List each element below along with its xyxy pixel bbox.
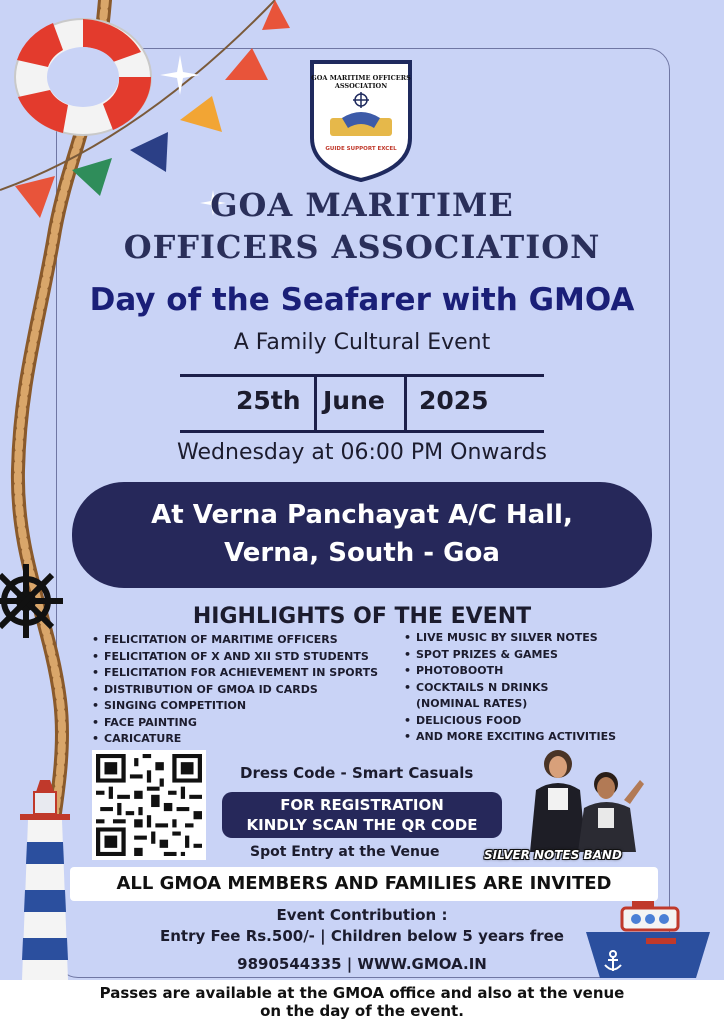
qr-code-icon[interactable] xyxy=(92,750,206,860)
contact-info: 9890544335 | WWW.GMOA.IN xyxy=(237,955,487,973)
footer-line2: on the day of the event. xyxy=(260,1002,464,1020)
event-subtitle: A Family Cultural Event xyxy=(233,330,491,355)
registration-box xyxy=(222,792,502,838)
list-item: • FELICITATION FOR ACHIEVEMENT IN SPORTS xyxy=(90,665,378,682)
date-day: 25th xyxy=(236,386,301,415)
list-item: • PHOTOBOOTH xyxy=(402,663,616,680)
contribution-label: Event Contribution : xyxy=(276,906,448,924)
list-item: • SPOT PRIZES & GAMES xyxy=(402,647,616,664)
highlights-title: HIGHLIGHTS OF THE EVENT xyxy=(192,604,532,629)
list-item: • FELICITATION OF X AND XII STD STUDENTS xyxy=(90,649,378,666)
venue-line2: Verna, South - Goa xyxy=(224,538,500,568)
org-title-line2: OFFICERS ASSOCIATION xyxy=(123,228,601,266)
band-photo xyxy=(506,740,656,852)
lifebuoy-icon xyxy=(8,12,158,142)
list-item: • CARICATURE xyxy=(90,731,378,748)
highlights-left-list xyxy=(90,632,378,748)
list-item: • DISTRIBUTION OF GMOA ID CARDS xyxy=(90,682,378,699)
date-top-rule xyxy=(180,374,544,377)
invite-banner: ALL GMOA MEMBERS AND FAMILIES ARE INVITED xyxy=(70,867,658,901)
svg-text:ASSOCIATION: ASSOCIATION xyxy=(334,82,388,90)
date-month: June xyxy=(323,386,385,415)
band-label: SILVER NOTES BAND xyxy=(484,848,622,862)
date-bottom-rule xyxy=(180,430,544,433)
venue-banner xyxy=(72,482,652,588)
event-time: Wednesday at 06:00 PM Onwards xyxy=(177,440,547,465)
date-separator xyxy=(314,376,317,432)
list-item: (NOMINAL RATES) xyxy=(416,697,528,710)
registration-line1: FOR REGISTRATION xyxy=(280,796,444,814)
list-item: • FELICITATION OF MARITIME OFFICERS xyxy=(90,632,378,649)
list-item: • AND MORE EXCITING ACTIVITIES xyxy=(402,729,616,746)
spot-entry: Spot Entry at the Venue xyxy=(250,844,440,860)
ship-wheel-icon xyxy=(0,556,72,646)
sparkle-icon xyxy=(160,55,200,95)
footer-text xyxy=(0,984,724,1020)
event-title: Day of the Seafarer with GMOA xyxy=(89,282,635,318)
org-title-line1: GOA MARITIME xyxy=(210,186,514,224)
svg-text:GUIDE SUPPORT EXCEL: GUIDE SUPPORT EXCEL xyxy=(325,146,397,152)
list-item: • FACE PAINTING xyxy=(90,715,378,732)
footer-line1: Passes are available at the GMOA office and also at the venue xyxy=(99,984,625,1002)
highlights-right-list xyxy=(402,630,616,746)
date-separator xyxy=(404,376,407,432)
dress-code: Dress Code - Smart Casuals xyxy=(240,764,474,782)
entry-fee: Entry Fee Rs.500/- | Children below 5 years free xyxy=(160,927,564,945)
list-item: • COCKTAILS N DRINKS xyxy=(402,680,616,697)
list-item: • DELICIOUS FOOD xyxy=(402,713,616,730)
registration-line2: KINDLY SCAN THE QR CODE xyxy=(246,816,478,834)
venue-line1: At Verna Panchayat A/C Hall, xyxy=(151,500,573,530)
svg-text:GOA MARITIME OFFICERS: GOA MARITIME OFFICERS xyxy=(311,74,411,82)
list-item: • LIVE MUSIC BY SILVER NOTES xyxy=(402,630,616,647)
gmoa-logo xyxy=(308,58,414,184)
list-item: • SINGING COMPETITION xyxy=(90,698,378,715)
date-year: 2025 xyxy=(419,386,489,415)
